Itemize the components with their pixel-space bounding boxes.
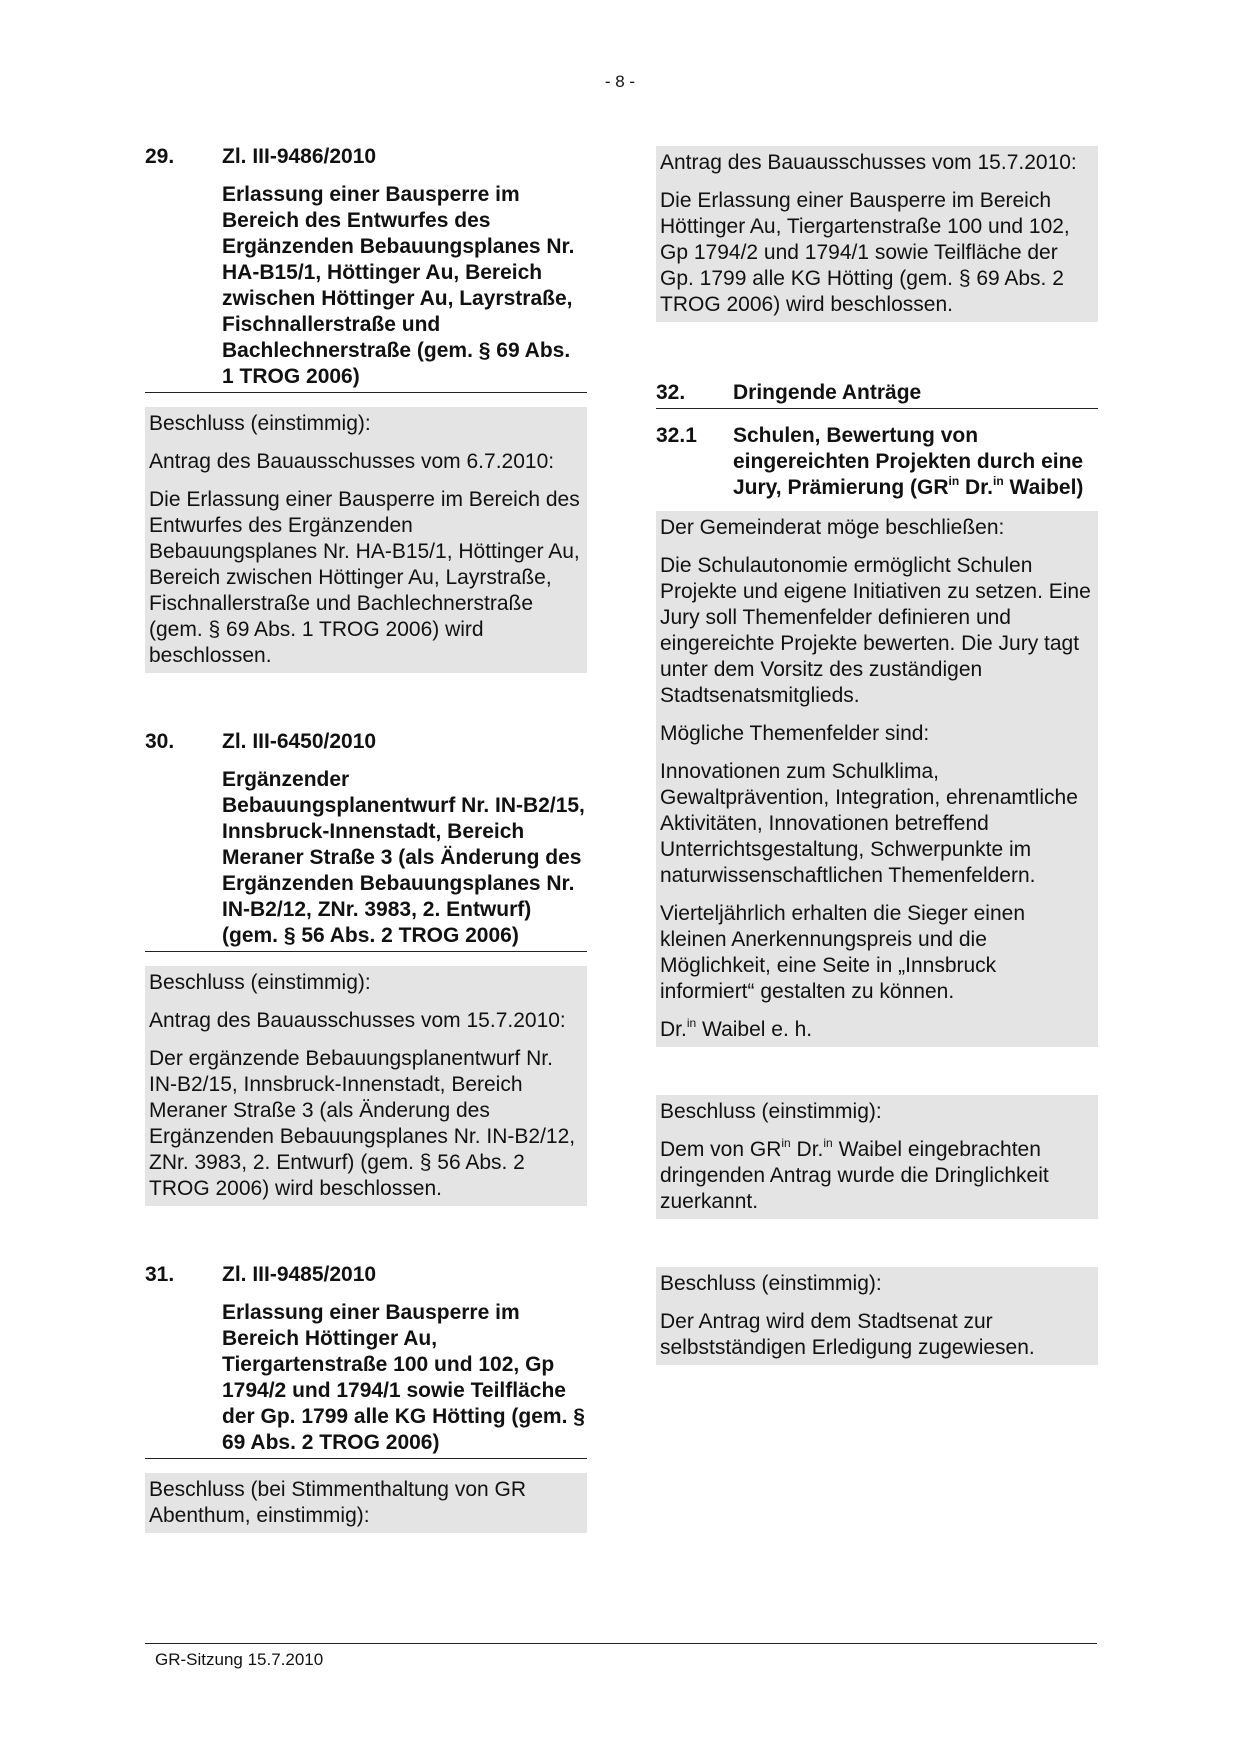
page-footer [145,1643,1097,1670]
item-number: 32. [656,381,686,404]
motion-intro: Der Gemeinderat möge beschließen: [660,516,1005,539]
motion-label: Antrag des Bauausschusses vom 15.7.2010: [660,151,1077,174]
motion-label: Antrag des Bauausschusses vom 15.7.2010: [149,1009,566,1032]
item-code: Zl. III-6450/2010 [222,730,377,753]
motion-paragraph: Vierteljährlich erhalten die Sieger einen kleinen Anerkennungspreis und die Möglichkeit, eine Seite in „Innsbruck informiert“ gestalten zu können. [660,902,1026,1003]
item-number: 29. [145,145,175,168]
text-sup: in [823,1136,833,1150]
signature-sup: in [686,1016,697,1030]
item-title: Erlassung einer Bausperre im Bereich Höttinger Au, Tiergartenstraße 100 und 102, Gp 1794/2 und 1794/1 sowie Teilfläche der Gp. 1799 alle KG Hötting (gem. § 69 Abs. 2 TROG 2006) [145,1300,587,1459]
item-number: 30. [145,730,175,753]
resolution-text: Die Erlassung einer Bausperre im Bereich des Entwurfes des Ergänzenden Bebauungsplanes Nr. HA-B15/1, Höttinger Au, Bereich zwischen Höttinger Au, Layrstraße, Fischnallerstraße und Bachlechnerstraße (gem. § 69 Abs. 1 TROG 2006) wird beschlossen. [149,488,580,667]
text-part: Dr. [790,1138,824,1161]
motion-label: Antrag des Bauausschusses vom 6.7.2010: [149,450,555,473]
agenda-item-29 [145,144,587,673]
item-header [145,1262,587,1288]
left-column [145,144,587,1533]
resolution-label: Beschluss (einstimmig): [149,971,371,994]
text-part: Dem von GR [660,1138,782,1161]
item-code: Zl. III-9486/2010 [222,145,377,168]
item-number: 32.1 [656,424,697,447]
resolution-text [660,1137,1094,1215]
item-header [145,144,587,170]
footer-text: GR-Sitzung 15.7.2010 [155,1650,324,1669]
item-title: Dringende Anträge [733,381,922,404]
resolution-text: Der ergänzende Bebauungsplanentwurf Nr. IN-B2/15, Innsbruck-Innenstadt, Bereich Meraner Straße 3 (als Änderung des Ergänzenden Bebauungsplanes Nr. IN-B2/12, ZNr. 3983, 2. Entwurf) (gem. § 56 Abs. 2 TROG 2006) wird beschlossen. [149,1047,576,1200]
resolution-box [145,966,587,1206]
title-sup: in [993,474,1004,488]
motion-box [656,511,1098,1047]
title-part: Dr. [959,476,994,499]
item-title [733,423,1098,501]
resolution-box [145,1473,587,1533]
text-part: Waibel eingebrachten dringenden Antrag wurde die Dringlichkeit zuerkannt. [660,1138,1049,1213]
motion-paragraph: Mögliche Themenfelder sind: [660,722,930,745]
item-title: Erlassung einer Bausperre im Bereich des Entwurfes des Ergänzenden Bebauungsplanes Nr. HA-B15/1, Höttinger Au, Bereich zwischen Höttinger Au, Layrstraße, Fischnallerstraße und Bachlechnerstraße (gem. § 69 Abs. 1 TROG 2006) [145,182,587,393]
signature-part: Waibel e. h. [696,1018,813,1041]
signature-part: Dr. [660,1018,687,1041]
page-number: - 8 - [604,72,636,91]
agenda-item-30 [145,729,587,1206]
item-header [656,423,1098,501]
resolution-text: Die Erlassung einer Bausperre im Bereich Höttinger Au, Tiergartenstraße 100 und 102, Gp 1794/2 und 1794/1 sowie Teilfläche der Gp. 1799 alle KG Hötting (gem. § 69 Abs. 2 TROG 2006) wird beschlossen. [660,189,1070,316]
title-part: Schulen, Bewertung von eingereichten Projekten durch eine Jury, Prämierung (GR [733,424,1084,499]
motion-paragraph: Innovationen zum Schulklima, Gewaltprävention, Integration, ehrenamtliche Aktivitäten, Innovationen betreffend Unterrichtsgestaltung, Schwerpunkte im naturwissenschaftlichen Themenfeldern. [660,760,1078,887]
resolution-box [145,407,587,673]
motion-paragraph: Die Schulautonomie ermöglicht Schulen Projekte und eigene Initiativen zu setzen. Eine Jury soll Themenfelder definieren und eingereichte Projekte bewerten. Die Jury tagt unter dem Vorsitz des zuständigen Stadtsenatsmitglieds. [660,554,1091,707]
resolution-box-continued [656,146,1098,322]
item-code: Zl. III-9485/2010 [222,1263,377,1286]
right-column [656,146,1098,1365]
text-sup: in [781,1136,791,1150]
resolution-box [656,1267,1098,1365]
resolution-box [656,1095,1098,1219]
resolution-label: Beschluss (einstimmig): [149,412,371,435]
agenda-item-32 [656,380,1098,409]
resolution-label: Beschluss (einstimmig): [660,1272,882,1295]
agenda-item-32-1 [656,423,1098,1365]
signature [660,1017,1094,1043]
item-title: Ergänzender Bebauungsplanentwurf Nr. IN-B2/15, Innsbruck-Innenstadt, Bereich Meraner Straße 3 (als Änderung des Ergänzenden Bebauungsplanes Nr. IN-B2/12, ZNr. 3983, 2. Entwurf) (gem. § 56 Abs. 2 TROG 2006) [145,767,587,952]
title-sup: in [948,474,960,488]
resolution-label: Beschluss (einstimmig): [660,1100,882,1123]
resolution-text: Der Antrag wird dem Stadtsenat zur selbstständigen Erledigung zugewiesen. [660,1310,1035,1359]
item-number: 31. [145,1263,175,1286]
item-header [145,729,587,755]
title-part: Waibel) [1003,476,1084,499]
resolution-label: Beschluss (bei Stimmenthaltung von GR Abenthum, einstimmig): [149,1478,527,1527]
agenda-item-31 [145,1262,587,1533]
